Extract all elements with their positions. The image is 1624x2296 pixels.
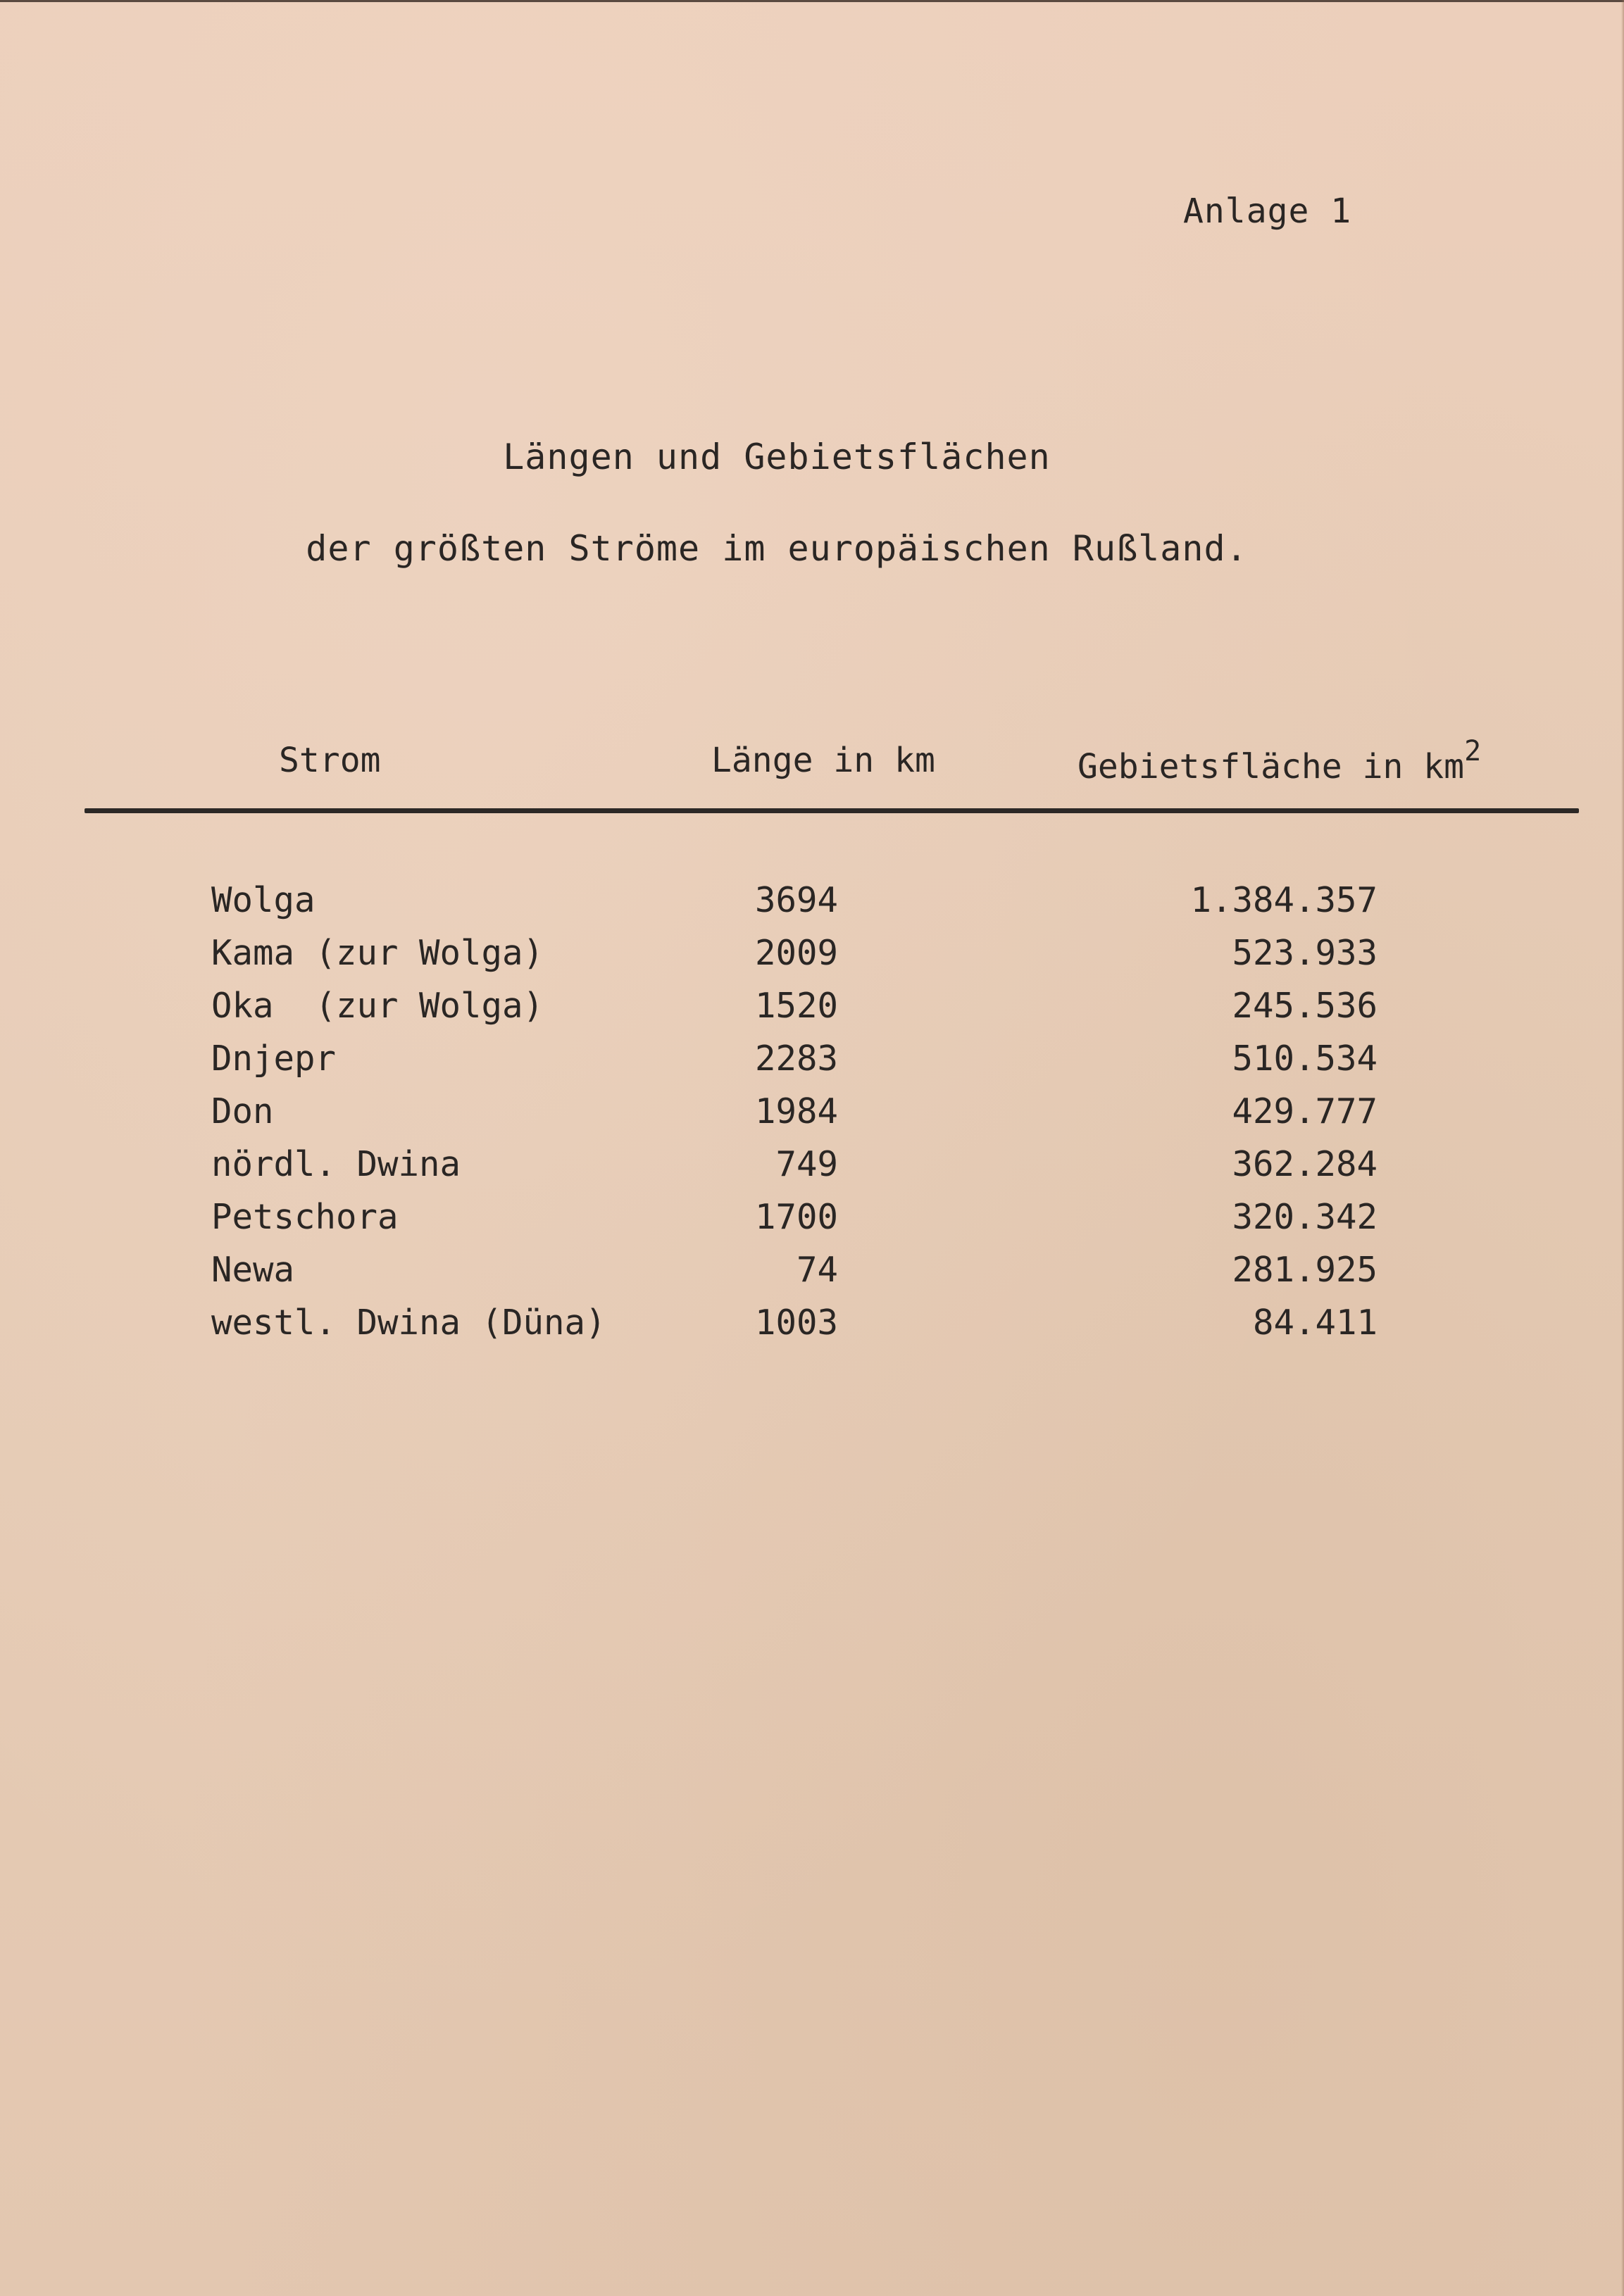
river-name: Newa bbox=[211, 1250, 295, 1290]
river-name: Wolga bbox=[211, 880, 316, 920]
river-name: Dnjepr bbox=[211, 1039, 337, 1079]
column-header-area bbox=[1078, 735, 1482, 786]
river-length: 2009 bbox=[754, 933, 838, 973]
river-area: 320.342 bbox=[1232, 1197, 1378, 1237]
river-length: 74 bbox=[796, 1250, 838, 1290]
river-length: 749 bbox=[775, 1144, 838, 1184]
column-header-area-superscript: 2 bbox=[1464, 735, 1482, 767]
page-top-edge bbox=[0, 0, 1624, 2]
river-length: 1003 bbox=[754, 1303, 838, 1343]
table-row bbox=[0, 1144, 1624, 1197]
document-title-line-1: Längen und Gebietsflächen bbox=[503, 437, 1051, 477]
river-area: 1.384.357 bbox=[1190, 880, 1378, 920]
column-header-area-label: Gebietsfläche in km bbox=[1078, 747, 1465, 786]
table-row bbox=[0, 933, 1624, 986]
river-name: Kama (zur Wolga) bbox=[211, 933, 544, 973]
table-row bbox=[0, 1197, 1624, 1250]
column-header-length: Länge in km bbox=[711, 741, 935, 780]
river-name: nördl. Dwina bbox=[211, 1144, 461, 1184]
river-area: 523.933 bbox=[1232, 933, 1378, 973]
header-rule bbox=[85, 808, 1579, 813]
river-area: 510.534 bbox=[1232, 1039, 1378, 1079]
column-header-river: Strom bbox=[279, 741, 381, 780]
river-area: 429.777 bbox=[1232, 1091, 1378, 1131]
river-table bbox=[0, 880, 1624, 1355]
table-row bbox=[0, 1303, 1624, 1355]
river-name: Oka (zur Wolga) bbox=[211, 986, 544, 1026]
river-length: 1984 bbox=[754, 1091, 838, 1131]
river-length: 3694 bbox=[754, 880, 838, 920]
river-name: westl. Dwina (Düna) bbox=[211, 1303, 606, 1343]
annex-label: Anlage 1 bbox=[1183, 192, 1352, 231]
table-row bbox=[0, 1091, 1624, 1144]
river-name: Don bbox=[211, 1091, 274, 1131]
table-row bbox=[0, 880, 1624, 933]
river-area: 281.925 bbox=[1232, 1250, 1378, 1290]
document-title-line-2: der größten Ströme im europäischen Rußland. bbox=[306, 528, 1248, 569]
river-area: 362.284 bbox=[1232, 1144, 1378, 1184]
river-length: 1700 bbox=[754, 1197, 838, 1237]
table-row bbox=[0, 986, 1624, 1039]
river-name: Petschora bbox=[211, 1197, 399, 1237]
river-area: 245.536 bbox=[1232, 986, 1378, 1026]
river-area: 84.411 bbox=[1252, 1303, 1378, 1343]
table-row bbox=[0, 1039, 1624, 1091]
table-row bbox=[0, 1250, 1624, 1303]
river-length: 1520 bbox=[754, 986, 838, 1026]
river-length: 2283 bbox=[754, 1039, 838, 1079]
